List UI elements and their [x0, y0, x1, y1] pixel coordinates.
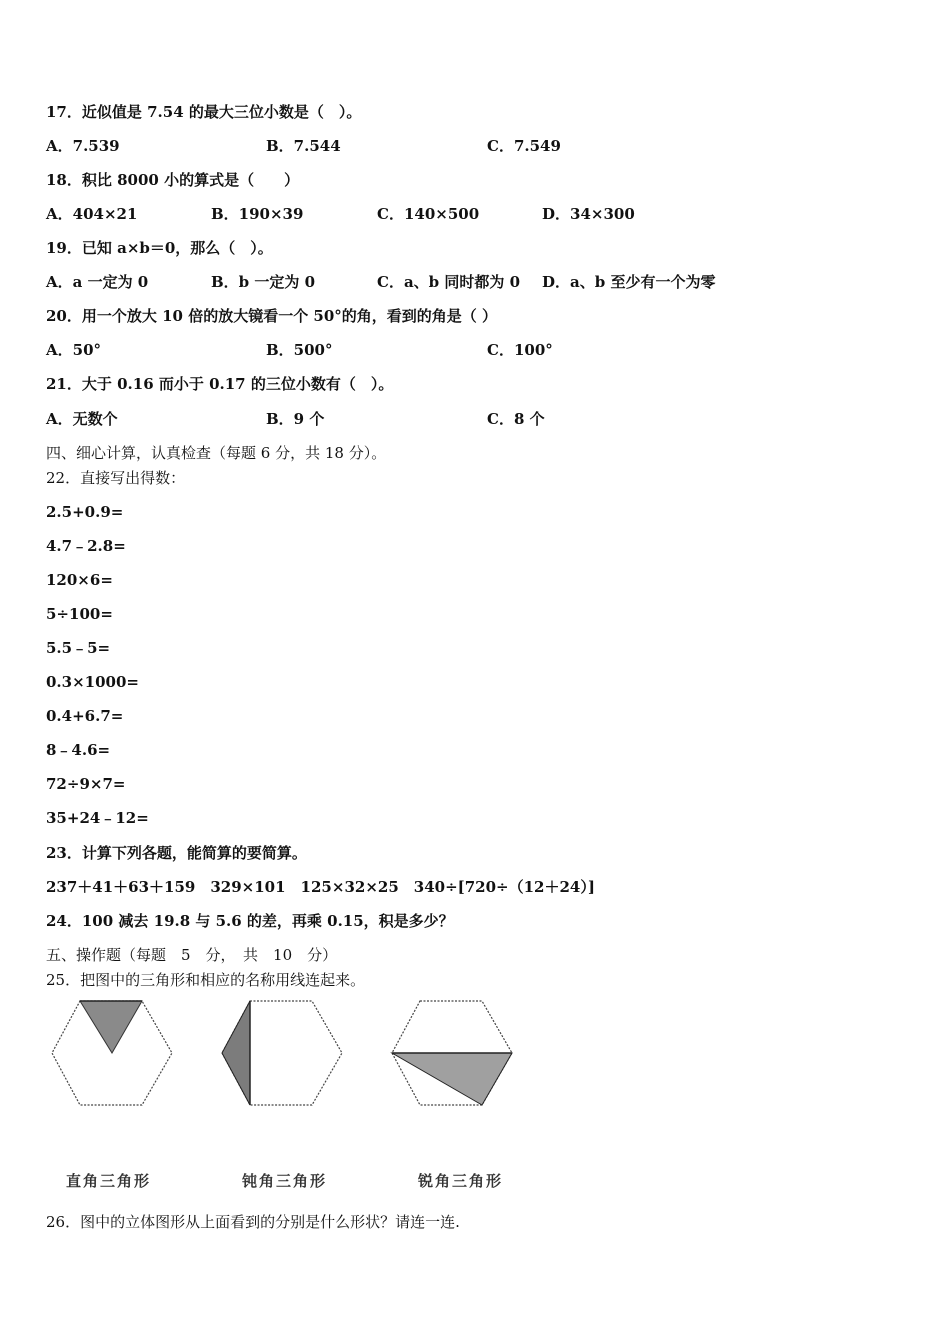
q22-item: 5.5﹣5= [46, 639, 111, 657]
q23-expressions: 237＋41＋63＋159 329×101 125×32×25 340÷[720÷（12＋24）] [46, 878, 595, 896]
section-4-heading: 四、细心计算，认真检查（每题 6 分，共 18 分）。 [46, 444, 387, 462]
q20-option-b: B．500° [266, 341, 333, 359]
q22-item: 72÷9×7= [46, 775, 126, 793]
q17-option-b: B．7.544 [266, 137, 341, 155]
hexagon-figure-3 [390, 995, 514, 1109]
q17-option-a: A．7.539 [46, 137, 120, 155]
q18-option-d: D．34×300 [542, 205, 635, 223]
question-18: 18．积比 8000 小的算式是（ ） [46, 171, 300, 189]
question-21: 21．大于 0.16 而小于 0.17 的三位小数有（ ）。 [46, 375, 394, 393]
q22-item: 35+24﹣12= [46, 809, 149, 827]
label-acute-triangle: 锐角三角形 [418, 1172, 504, 1190]
question-26: 26．图中的立体图形从上面看到的分别是什么形状？请连一连. [46, 1213, 460, 1231]
q19-option-c: C．a、b 同时都为 0 [377, 273, 521, 291]
q21-option-b: B．9 个 [266, 410, 325, 428]
q21-option-c: C．8 个 [487, 410, 545, 428]
question-25: 25．把图中的三角形和相应的名称用线连起来。 [46, 971, 366, 989]
question-20: 20．用一个放大 10 倍的放大镜看一个 50°的角，看到的角是（ ） [46, 307, 498, 325]
q22-item: 0.3×1000= [46, 673, 139, 691]
q22-item: 5÷100= [46, 605, 113, 623]
label-right-triangle: 直角三角形 [66, 1172, 152, 1190]
q18-option-a: A．404×21 [46, 205, 138, 223]
section-5-heading: 五、操作题（每题 5 分， 共 10 分） [46, 946, 338, 964]
q18-option-b: B．190×39 [211, 205, 304, 223]
question-23: 23．计算下列各题，能简算的要简算。 [46, 844, 307, 862]
q19-option-d: D．a、b 至少有一个为零 [542, 273, 716, 291]
q22-item: 120×6= [46, 571, 113, 589]
q22-item: 0.4+6.7= [46, 707, 124, 725]
question-24: 24．100 减去 19.8 与 5.6 的差，再乘 0.15，积是多少？ [46, 912, 454, 930]
label-obtuse-triangle: 钝角三角形 [242, 1172, 328, 1190]
q22-item: 2.5+0.9= [46, 503, 124, 521]
question-17: 17．近似值是 7.54 的最大三位小数是（ ）。 [46, 103, 362, 121]
q18-option-c: C．140×500 [377, 205, 480, 223]
hexagon-figure-1 [50, 995, 174, 1109]
q21-option-a: A．无数个 [46, 410, 118, 428]
q20-option-c: C．100° [487, 341, 553, 359]
question-19: 19．已知 a×b＝0，那么（ ）。 [46, 239, 273, 257]
question-22: 22．直接写出得数： [46, 469, 186, 487]
q22-item: 4.7﹣2.8= [46, 537, 126, 555]
q17-option-c: C．7.549 [487, 137, 561, 155]
q20-option-a: A．50° [46, 341, 102, 359]
q19-option-b: B．b 一定为 0 [211, 273, 316, 291]
hexagon-figure-2 [220, 995, 344, 1109]
q22-item: 8﹣4.6= [46, 741, 111, 759]
q19-option-a: A．a 一定为 0 [46, 273, 149, 291]
